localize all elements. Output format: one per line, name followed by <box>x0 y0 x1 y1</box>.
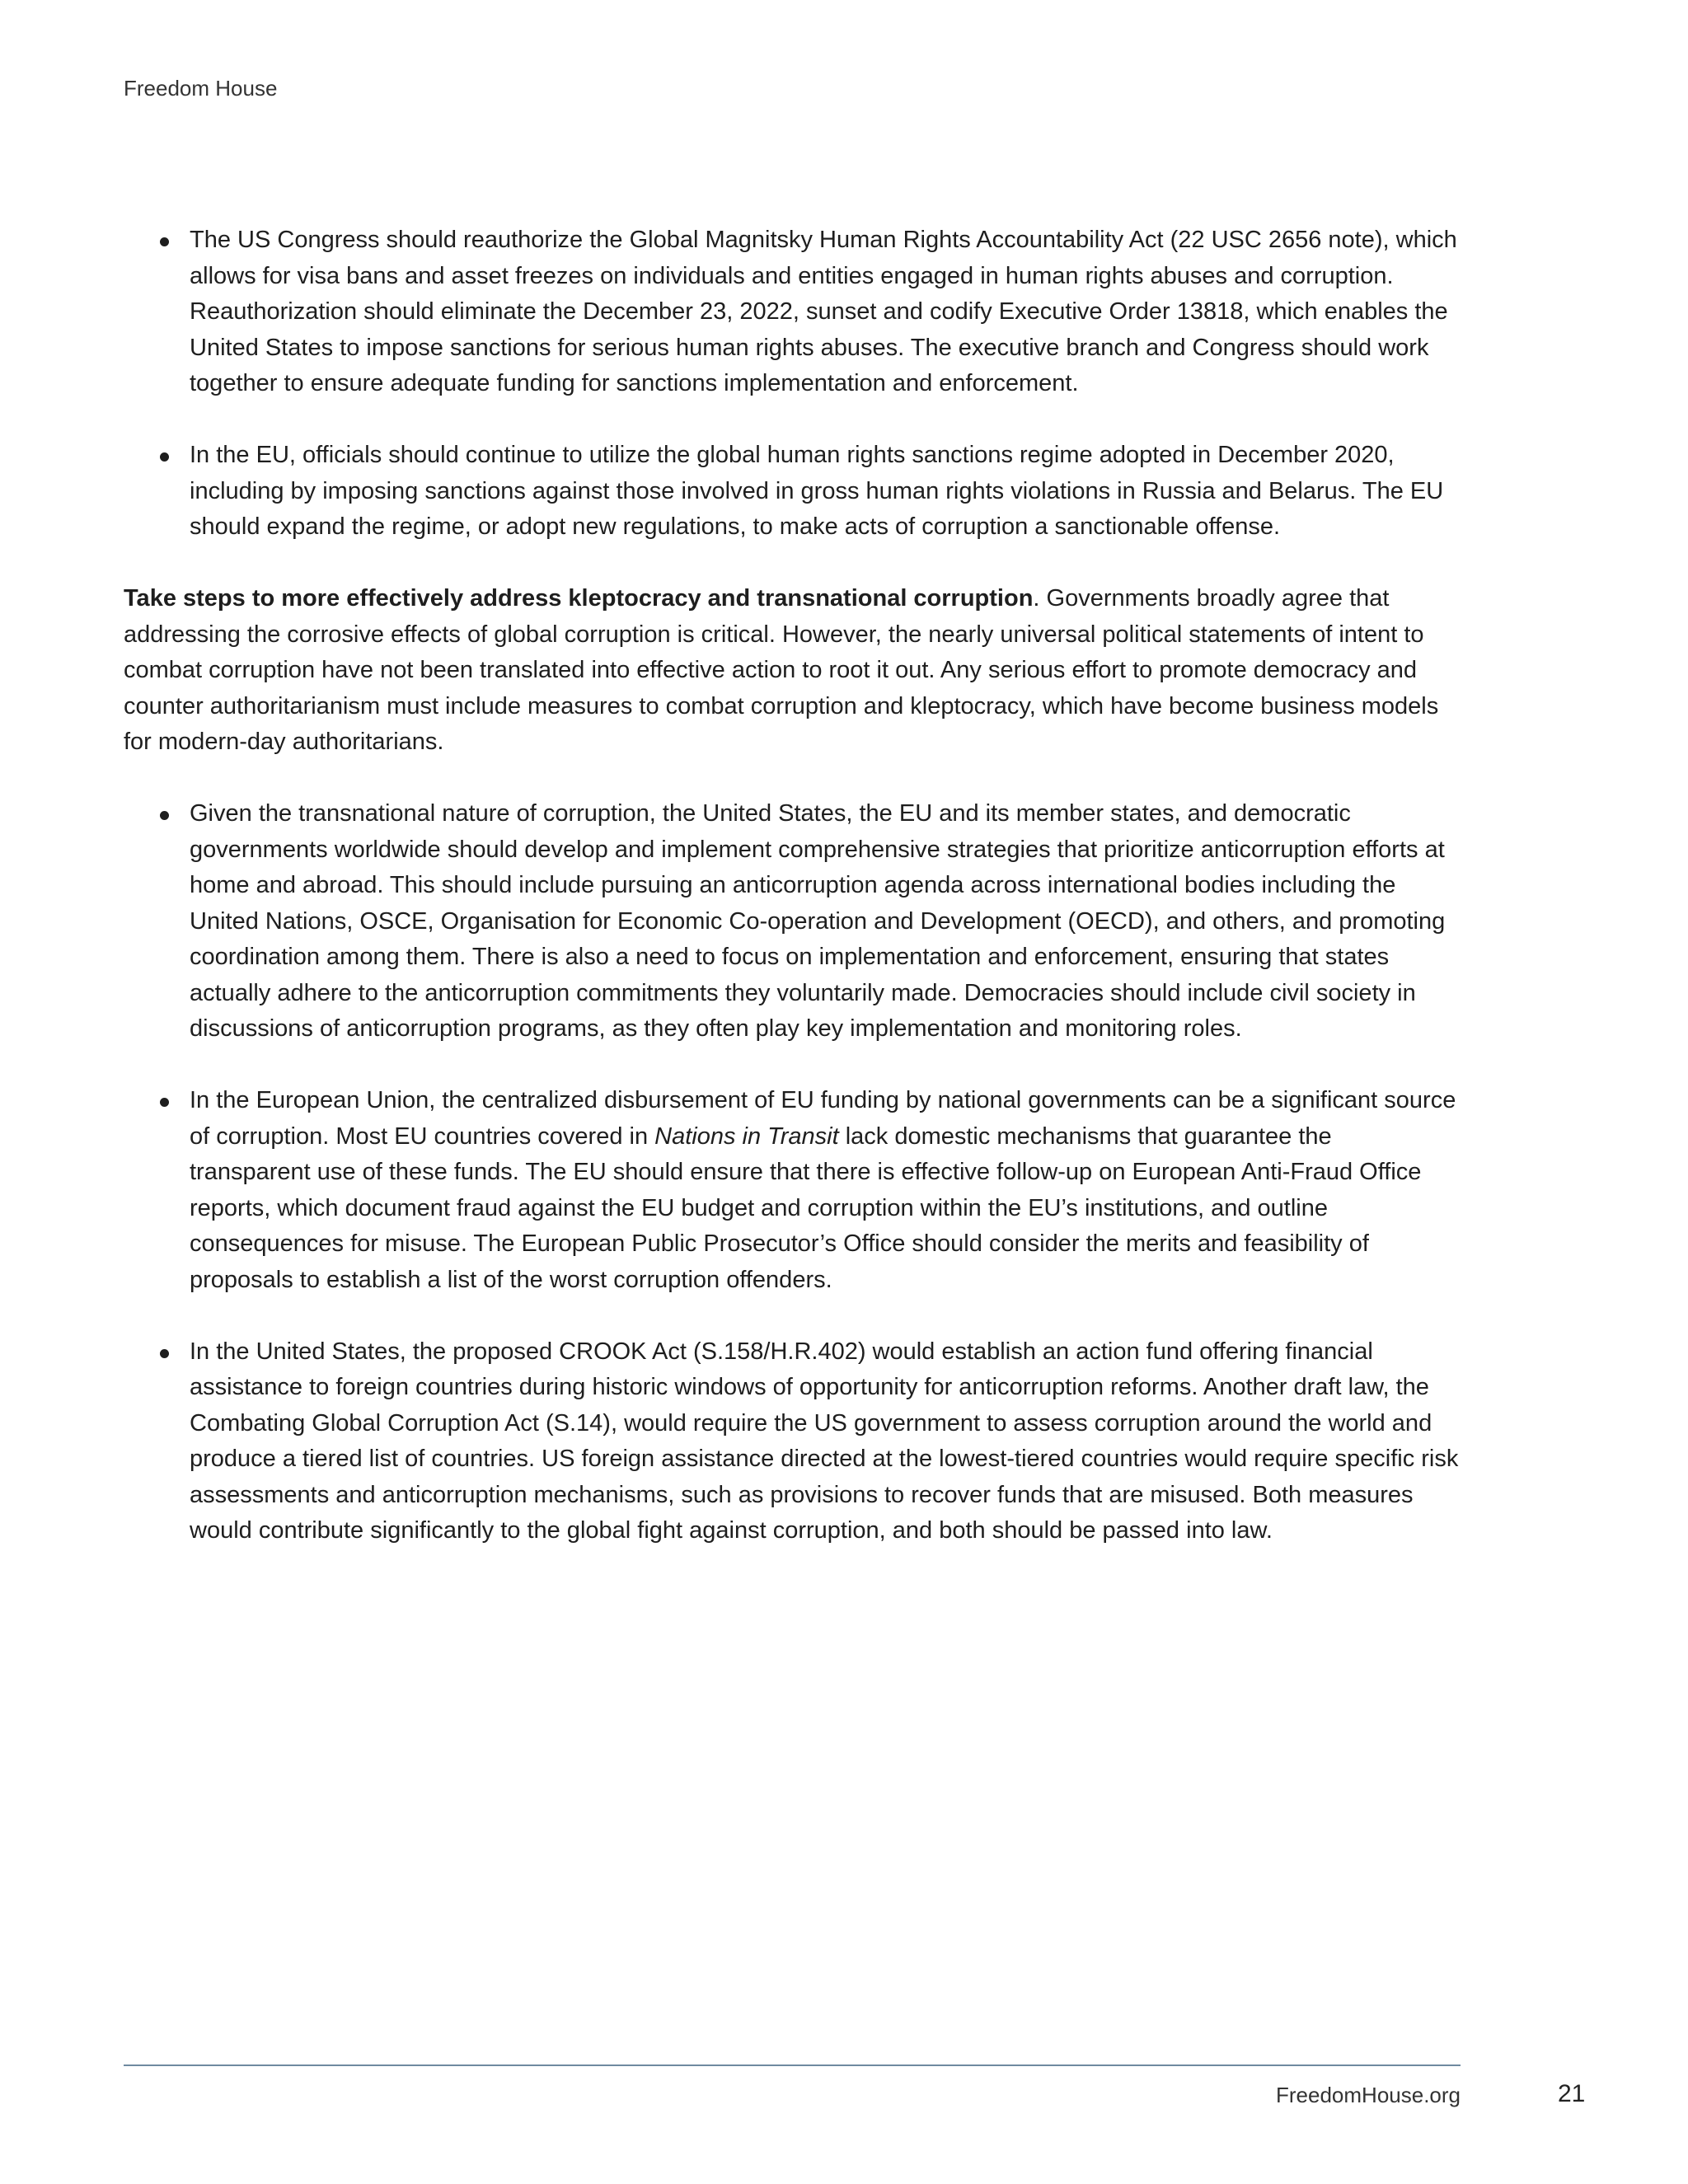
footer-website: FreedomHouse.org <box>1276 2083 1461 2107</box>
bullet-icon <box>160 237 169 246</box>
list-item-text: Given the transnational nature of corruption, the United States, the EU and its member states, and democratic governments worldwide should develop and implement comprehensive strategies that prioritize anticorruption efforts at home and abroad. This should include pursuing an anticorruption agenda across international bodies including the United Nations, OSCE, Organisation for Economic Co-operation and Development (OECD), and others, and promoting coordination among them. There is also a need to focus on implementation and enforcement, ensuring that states actually adhere to the anticorruption commitments they voluntarily made. Democracies should include civil society in discussions of anticorruption programs, as they often play key implementation and monitoring roles. <box>190 800 1446 1042</box>
footer-divider <box>124 2064 1461 2066</box>
page-number: 21 <box>1558 2080 1586 2107</box>
bullet-icon <box>160 452 169 462</box>
bullet-icon <box>160 1349 169 1358</box>
list-item-text: In the United States, the proposed CROOK Act (S.158/H.R.402) would establish an action fund offering financial assistance to foreign countries during historic windows of opportunity for anticorruption reforms. Another draft law, the Combating Global Corruption Act (S.14), would require the US government to assess corruption around the world and produce a tiered list of countries. US foreign assistance directed at the lowest-tiered countries would require specific risk assessments and anticorruption mechanisms, such as provisions to recover funds that are misused. Both measures would contribute significantly to the global fight against corruption, and both should be passed into law. <box>190 1338 1459 1544</box>
list-item-text-part: lack domestic mechanisms that guarantee the transparent use of these funds. The EU should ensure that there is effective follow-up on European Anti-Fraud Office reports, which document fraud against the EU budget and corruption within the EU’s institutions, and outline consequences for misuse. The European Public Prosecutor’s Office should consider the merits and feasibility of proposals to establish a list of the worst corruption offenders. <box>190 1122 1422 1293</box>
list-item-text: In the EU, officials should continue to utilize the global human rights sanctions regime adopted in December 2020, including by imposing sanctions against those involved in gross human rights violations in Russia and Belarus. The EU should expand the regime, or adopt new regulations, to make acts of corruption a sanctionable offense. <box>190 442 1444 540</box>
list-item <box>124 1083 1459 1298</box>
recommendation-text: . Governments broadly agree that addressing the corrosive effects of global corruption is critical. However, the nearly universal political statements of intent to combat corruption have not been translated into effective action to root it out. Any serious effort to promote democracy and counter authoritarianism must include measures to combat corruption and kleptocracy, which have become business models for modern-day authoritarians. <box>124 585 1439 755</box>
page-body <box>124 223 1459 1585</box>
list-item-text: The US Congress should reauthorize the Global Magnitsky Human Rights Accountability Act (22 USC 2656 note), which allows for visa bans and asset freezes on individuals and entities engaged in human rights abuses and corruption. Reauthorization should eliminate the December 23, 2022, sunset and codify Executive Order 13818, which enables the United States to impose sanctions for serious human rights abuses. The executive branch and Congress should work together to ensure adequate funding for sanctions implementation and enforcement. <box>190 227 1457 396</box>
bullet-icon <box>160 1098 169 1107</box>
list-item <box>124 223 1459 402</box>
anticorruption-recommendations-list <box>124 796 1459 1549</box>
bullet-icon <box>160 811 169 820</box>
report-title: Nations in Transit <box>654 1122 839 1150</box>
list-item <box>124 438 1459 546</box>
recommendation-paragraph <box>124 581 1459 761</box>
recommendation-heading: Take steps to more effectively address kleptocracy and transnational corruption <box>124 585 1034 612</box>
running-header: Freedom House <box>124 76 278 101</box>
sanctions-recommendations-list <box>124 223 1459 546</box>
list-item-text-part: In the European Union, the centralized disbursement of EU funding by national governments can be a significant source of corruption. Most EU countries covered in <box>190 1087 1456 1150</box>
list-item <box>124 1334 1459 1549</box>
list-item <box>124 796 1459 1047</box>
